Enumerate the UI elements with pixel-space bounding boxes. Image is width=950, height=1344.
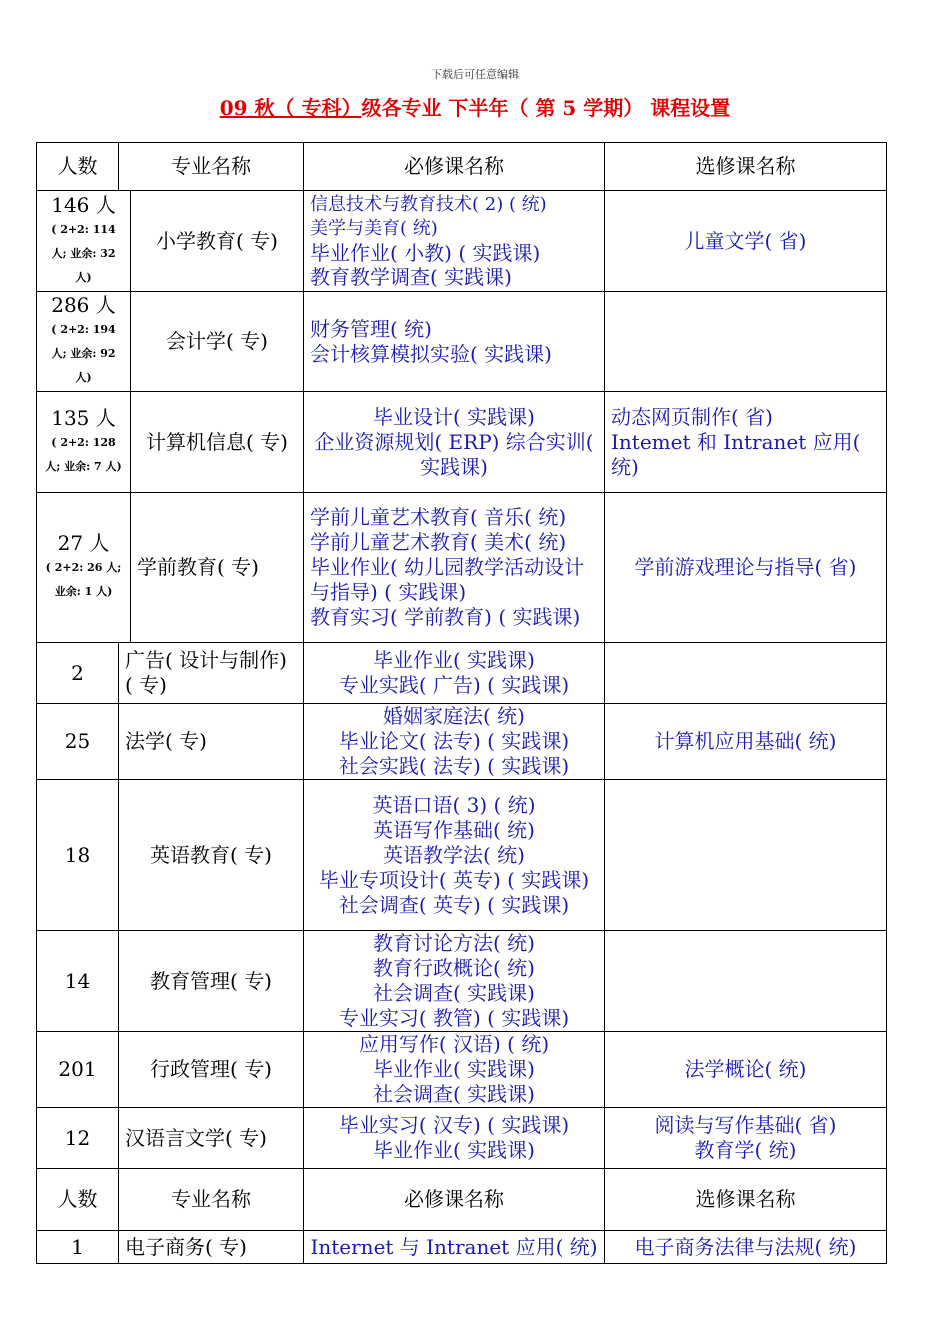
required-course: Internet 与 Intranet 应用( 统) bbox=[310, 1234, 598, 1259]
header-elective: 选修课名称 bbox=[605, 1169, 887, 1231]
count-value: 135 人 bbox=[51, 405, 116, 430]
major-cell: 汉语言文学( 专) bbox=[119, 1108, 304, 1169]
count-detail: ( 2+2: 128 人; 业余: 7 人) bbox=[45, 435, 122, 473]
required-course: 美学与美育( 统) bbox=[310, 218, 438, 239]
header-required: 必修课名称 bbox=[304, 1169, 605, 1231]
count-cell bbox=[37, 493, 131, 643]
count-cell: 2 bbox=[37, 643, 119, 704]
count-cell bbox=[37, 292, 131, 392]
elective-course: Intemet 和 Intranet 应用( 统) bbox=[611, 429, 861, 479]
required-course: 教育教学调查( 实践课) bbox=[310, 265, 512, 289]
count-cell: 1 bbox=[37, 1231, 119, 1264]
major-cell: 电子商务( 专) bbox=[119, 1231, 304, 1264]
table-row bbox=[37, 292, 887, 392]
table-row bbox=[37, 1108, 887, 1169]
required-course: 财务管理( 统) bbox=[310, 316, 432, 341]
count-cell: 12 bbox=[37, 1108, 119, 1169]
major-cell: 学前教育( 专) bbox=[131, 493, 304, 643]
elective-cell bbox=[605, 191, 887, 292]
table-row bbox=[37, 643, 887, 704]
elective-course: 阅读与写作基础( 省) bbox=[654, 1113, 837, 1137]
elective-cell bbox=[605, 780, 887, 931]
table-row bbox=[37, 1231, 887, 1264]
required-cell bbox=[304, 493, 605, 643]
count-cell bbox=[37, 392, 131, 493]
required-course: 英语教学法( 统) bbox=[383, 842, 525, 867]
required-cell bbox=[304, 292, 605, 392]
table-header-row bbox=[37, 143, 887, 191]
elective-cell bbox=[605, 931, 887, 1032]
count-cell bbox=[37, 191, 131, 292]
count-cell: 14 bbox=[37, 931, 119, 1032]
major-cell: 行政管理( 专) bbox=[119, 1032, 304, 1108]
major-cell: 法学( 专) bbox=[119, 704, 304, 780]
required-course: 社会实践( 法专) ( 实践课) bbox=[338, 754, 570, 778]
table-row bbox=[37, 392, 887, 493]
elective-cell bbox=[605, 1108, 887, 1169]
table-row bbox=[37, 191, 887, 292]
required-cell bbox=[304, 191, 605, 292]
major-cell: 英语教育( 专) bbox=[119, 780, 304, 931]
title-part-rest: 级各专业 下半年（ 第 5 学期） 课程设置 bbox=[361, 96, 731, 120]
required-cell bbox=[304, 1032, 605, 1108]
elective-course: 教育学( 统) bbox=[694, 1138, 797, 1162]
header-count: 人数 bbox=[37, 143, 119, 191]
required-course: 专业实习( 教管) ( 实践课) bbox=[338, 1006, 570, 1030]
table-header-row-repeat bbox=[37, 1169, 887, 1231]
major-cell: 小学教育( 专) bbox=[131, 191, 304, 292]
header-note: 下载后可任意编辑 bbox=[431, 68, 519, 81]
required-course: 毕业论文( 法专) ( 实践课) bbox=[338, 729, 570, 753]
required-course: 毕业实习( 汉专) ( 实践课) bbox=[338, 1113, 570, 1137]
required-course: 英语写作基础( 统) bbox=[373, 817, 535, 842]
count-value: 286 人 bbox=[51, 293, 116, 317]
required-course: 社会调查( 实践课) bbox=[373, 1082, 535, 1106]
table-row bbox=[37, 931, 887, 1032]
header-major: 专业名称 bbox=[119, 1169, 304, 1231]
elective-cell bbox=[605, 493, 887, 643]
elective-course: 动态网页制作( 省) bbox=[611, 404, 773, 429]
required-cell bbox=[304, 780, 605, 931]
elective-cell bbox=[605, 292, 887, 392]
required-course: 英语口语( 3) ( 统) bbox=[372, 792, 536, 817]
count-cell: 18 bbox=[37, 780, 119, 931]
required-course: 教育实习( 学前教育) ( 实践课) bbox=[310, 605, 581, 629]
count-detail: ( 2+2: 26 人; 业余: 1 人) bbox=[45, 561, 122, 598]
elective-course: 计算机应用基础( 统) bbox=[654, 729, 837, 753]
table-row bbox=[37, 493, 887, 643]
header-count: 人数 bbox=[37, 1169, 119, 1231]
required-course: 毕业作业( 实践课) bbox=[373, 1057, 535, 1081]
elective-course: 儿童文学( 省) bbox=[684, 228, 807, 253]
required-course: 毕业作业( 实践课) bbox=[373, 648, 535, 672]
required-cell bbox=[304, 704, 605, 780]
required-course: 会计核算模拟实验( 实践课) bbox=[310, 341, 552, 366]
required-course: 应用写作( 汉语) ( 统) bbox=[358, 1032, 550, 1056]
required-course: 教育行政概论( 统) bbox=[373, 956, 535, 980]
elective-cell bbox=[605, 643, 887, 704]
required-course: 信息技术与教育技术( 2) ( 统) bbox=[310, 194, 547, 215]
elective-cell bbox=[605, 704, 887, 780]
count-value: 146 人 bbox=[51, 192, 116, 217]
required-course: 社会调查( 英专) ( 实践课) bbox=[338, 892, 570, 917]
table-row bbox=[37, 1032, 887, 1108]
required-course: 毕业作业( 小教) ( 实践课) bbox=[310, 241, 541, 265]
elective-cell bbox=[605, 1032, 887, 1108]
header-required: 必修课名称 bbox=[304, 143, 605, 191]
count-value: 27 人 bbox=[57, 531, 110, 555]
elective-cell bbox=[605, 392, 887, 493]
header-major: 专业名称 bbox=[119, 143, 304, 191]
required-course: 学前儿童艺术教育( 美术( 统) bbox=[310, 530, 567, 554]
table-row bbox=[37, 780, 887, 931]
major-cell: 计算机信息( 专) bbox=[131, 392, 304, 493]
count-detail: ( 2+2: 194 人; 业余: 92 人) bbox=[51, 323, 116, 384]
required-cell bbox=[304, 1108, 605, 1169]
required-course: 企业资源规划( ERP) 综合实训( 实践课) bbox=[314, 429, 594, 479]
required-cell bbox=[304, 643, 605, 704]
elective-course: 电子商务法律与法规( 统) bbox=[634, 1234, 857, 1259]
header-elective: 选修课名称 bbox=[605, 143, 887, 191]
course-table bbox=[36, 142, 887, 1264]
elective-cell bbox=[605, 1231, 887, 1264]
required-course: 婚姻家庭法( 统) bbox=[383, 704, 525, 728]
elective-course: 学前游戏理论与指导( 省) bbox=[634, 555, 857, 579]
count-cell: 201 bbox=[37, 1032, 119, 1108]
required-cell bbox=[304, 1231, 605, 1264]
required-course: 学前儿童艺术教育( 音乐( 统) bbox=[310, 505, 567, 529]
major-cell: 会计学( 专) bbox=[131, 292, 304, 392]
elective-course: 法学概论( 统) bbox=[684, 1057, 807, 1081]
required-course: 毕业作业( 实践课) bbox=[373, 1138, 535, 1162]
required-course: 毕业设计( 实践课) bbox=[373, 404, 535, 429]
required-cell bbox=[304, 931, 605, 1032]
major-cell: 广告( 设计与制作) ( 专) bbox=[119, 643, 304, 704]
required-course: 专业实践( 广告) ( 实践课) bbox=[338, 673, 570, 697]
table-row bbox=[37, 704, 887, 780]
count-detail: ( 2+2: 114 人; 业余: 32 人) bbox=[51, 222, 116, 284]
major-cell: 教育管理( 专) bbox=[119, 931, 304, 1032]
required-course: 教育讨论方法( 统) bbox=[373, 931, 535, 955]
required-course: 毕业作业( 幼儿园教学活动设计与指导) ( 实践课) bbox=[310, 555, 585, 604]
required-course: 社会调查( 实践课) bbox=[373, 981, 535, 1005]
required-cell bbox=[304, 392, 605, 493]
count-cell: 25 bbox=[37, 704, 119, 780]
required-course: 毕业专项设计( 英专) ( 实践课) bbox=[318, 867, 590, 892]
title-part-underlined: 09 秋（ 专科） bbox=[219, 96, 362, 120]
page-title bbox=[0, 92, 950, 121]
